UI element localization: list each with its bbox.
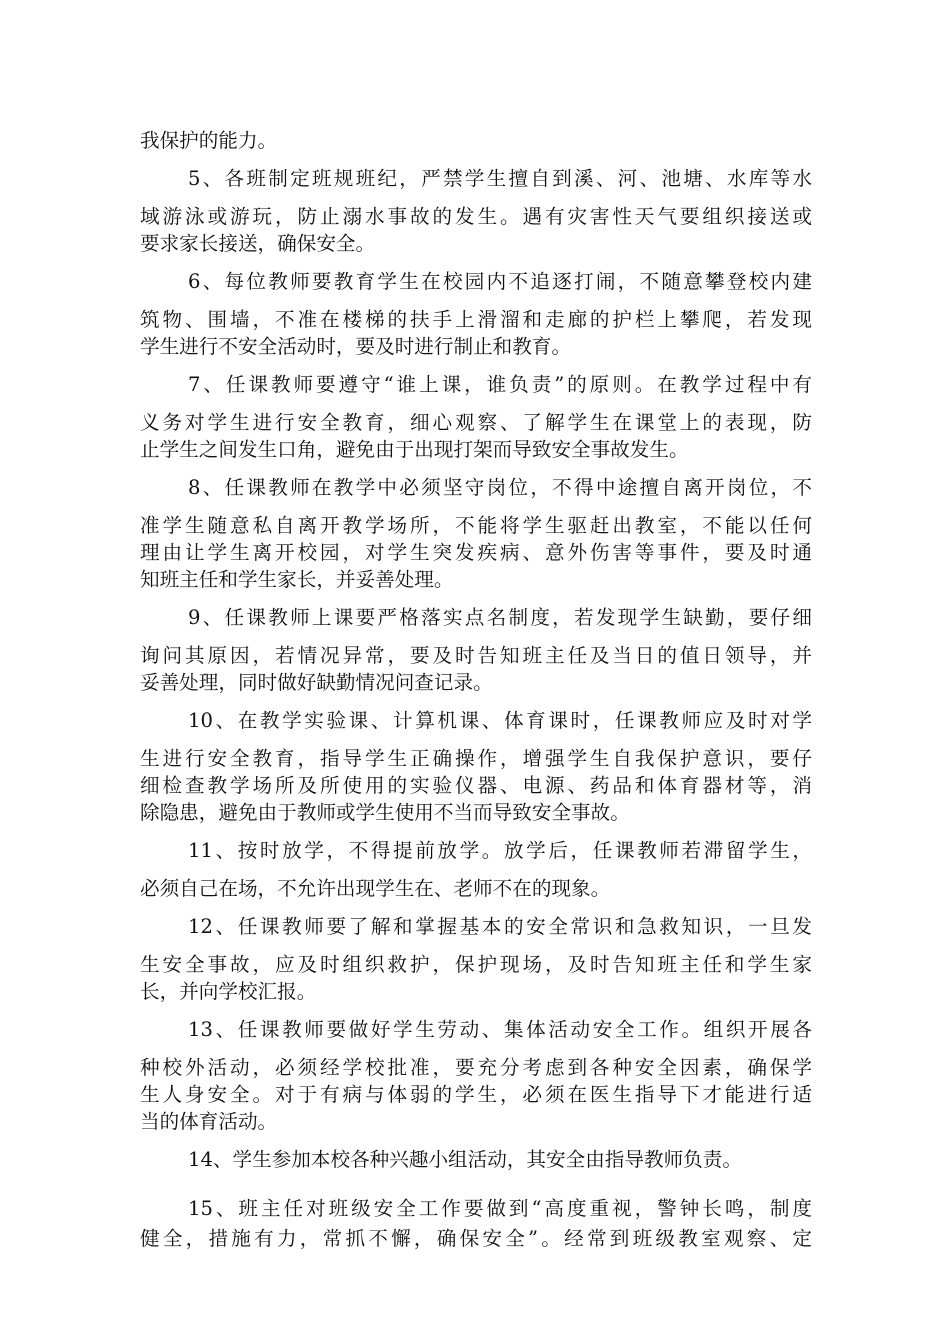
paragraph-10-line-1: 10、在教学实验课、计算机课、体育课时，任课教师应及时对学 <box>188 709 812 732</box>
text-line: 健全，措施有力，常抓不懈，确保安全”。经常到班级教室观察、定 <box>140 1227 812 1250</box>
text-line: 除隐患，避免由于教师或学生使用不当而导致安全事故。 <box>140 801 630 824</box>
text-line: 必须自己在场，不允许出现学生在、老师不在的现象。 <box>140 877 611 900</box>
text-line: 询问其原因，若情况异常，要及时告知班主任及当日的值日领导，并 <box>140 644 812 667</box>
text-line: 义务对学生进行安全教育，细心观察、了解学生在课堂上的表现，防 <box>140 411 812 434</box>
paragraph-7-line-1: 7、任课教师要遵守“谁上课，谁负责”的原则。在教学过程中有 <box>188 373 812 396</box>
text-line: 生进行安全教育，指导学生正确操作，增强学生自我保护意识，要仔 <box>140 747 812 770</box>
text-line: 生安全事故，应及时组织救护，保护现场，及时告知班主任和学生家 <box>140 953 812 976</box>
text-line: 域游泳或游玩，防止溺水事故的发生。遇有灾害性天气要组织接送或 <box>140 205 812 228</box>
text-line: 理由让学生离开校园，对学生突发疾病、意外伤害等事件，要及时通 <box>140 541 812 564</box>
text-line: 长，并向学校汇报。 <box>140 980 317 1003</box>
paragraph-8-line-1: 8、任课教师在教学中必须坚守岗位，不得中途擅自离开岗位，不 <box>188 476 812 499</box>
text-line: 生人身安全。对于有病与体弱的学生，必须在医生指导下才能进行适 <box>140 1083 812 1106</box>
text-line: 止学生之间发生口角，避免由于出现打架而导致安全事故发生。 <box>140 438 689 461</box>
paragraph-14-line-1: 14、学生参加本校各种兴趣小组活动，其安全由指导教师负责。 <box>188 1148 742 1171</box>
text-line: 细检查教学场所及所使用的实验仪器、电源、药品和体育器材等，消 <box>140 774 812 797</box>
text-line: 学生进行不安全活动时，要及时进行制止和教育。 <box>140 335 572 358</box>
paragraph-12-line-1: 12、任课教师要了解和掌握基本的安全常识和急救知识，一旦发 <box>188 915 812 938</box>
paragraph-5-line-1: 5、各班制定班规班纪，严禁学生擅自到溪、河、池塘、水库等水 <box>188 167 812 190</box>
text-line: 知班主任和学生家长，并妥善处理。 <box>140 568 454 591</box>
text-line: 筑物、围墙，不准在楼梯的扶手上滑溜和走廊的护栏上攀爬，若发现 <box>140 308 812 331</box>
text-line: 准学生随意私自离开教学场所，不能将学生驱赶出教室，不能以任何 <box>140 514 812 537</box>
paragraph-11-line-1: 11、按时放学，不得提前放学。放学后，任课教师若滞留学生， <box>188 839 812 862</box>
text-line: 种校外活动，必须经学校批准，要充分考虑到各种安全因素，确保学 <box>140 1056 812 1079</box>
paragraph-6-line-1: 6、每位教师要教育学生在校园内不追逐打闹，不随意攀登校内建 <box>188 270 812 293</box>
text-line: 当的体育活动。 <box>140 1110 278 1133</box>
text-line: 要求家长接送，确保安全。 <box>140 232 376 255</box>
text-line: 我保护的能力。 <box>140 129 278 152</box>
text-line: 妥善处理，同时做好缺勤情况问查记录。 <box>140 671 493 694</box>
paragraph-13-line-1: 13、任课教师要做好学生劳动、集体活动安全工作。组织开展各 <box>188 1018 812 1041</box>
paragraph-9-line-1: 9、任课教师上课要严格落实点名制度，若发现学生缺勤，要仔细 <box>188 606 812 629</box>
paragraph-15-line-1: 15、班主任对班级安全工作要做到“高度重视，警钟长鸣，制度 <box>188 1197 812 1220</box>
